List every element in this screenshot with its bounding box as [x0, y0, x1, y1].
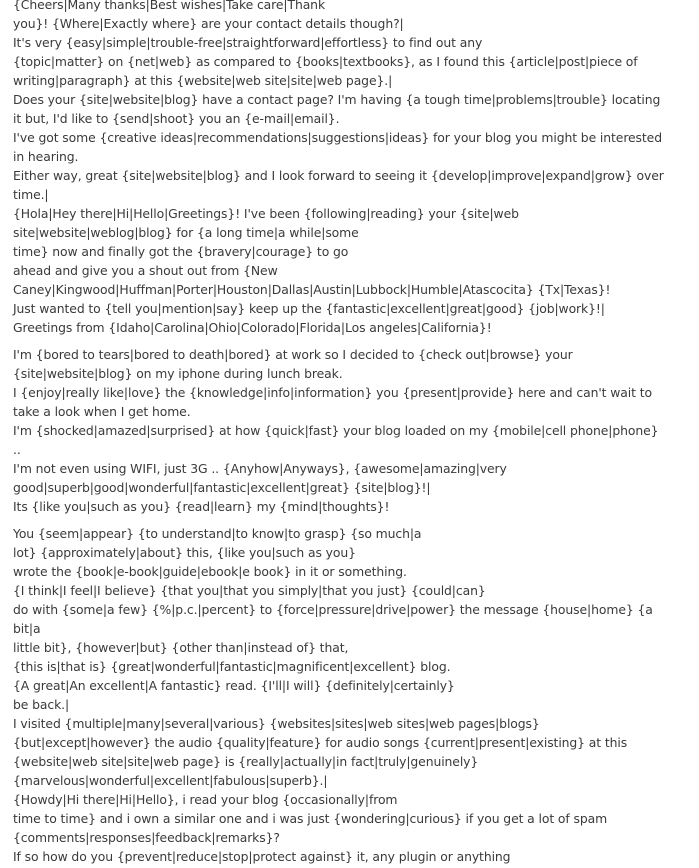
- text-line: it but, I'd like to {send|shoot} you an {e-mail|email}.: [13, 111, 340, 126]
- comment-paragraph: [13, 524, 663, 866]
- text-line: {comments|responses|feedback|remarks}?: [13, 830, 280, 845]
- text-line: Caney|Kingwood|Huffman|Porter|Houston|Dallas|Austin|Lubbock|Humble|Atascocita} {Tx|Texas}!: [13, 282, 611, 297]
- text-line: Either way, great {site|website|blog} and I look forward to seeing it {develop|improve|expand|grow} over: [13, 168, 664, 183]
- comment-paragraph: [13, 0, 663, 337]
- text-line: {I think|I feel|I believe} {that you|that you simply|that you just} {could|can}: [13, 583, 486, 598]
- text-line: time} now and finally got the {bravery|courage} to go: [13, 244, 349, 259]
- text-line: I'm {shocked|amazed|surprised} at how {quick|fast} your blog loaded on my {mobile|cell phone|phone}: [13, 423, 659, 438]
- text-line: Its {like you|such as you} {read|learn} my {mind|thoughts}!: [13, 499, 390, 514]
- text-line: You {seem|appear} {to understand|to know|to grasp} {so much|a: [13, 526, 422, 541]
- text-line: I {enjoy|really like|love} the {knowledge|info|information} you {present|provide} here and can't wait to: [13, 385, 652, 400]
- text-line: {Howdy|Hi there|Hi|Hello}, i read your blog {occasionally|from: [13, 792, 398, 807]
- text-line: do with {some|a few} {%|p.c.|percent} to {force|pressure|drive|power} the message {house|home} {a: [13, 602, 653, 617]
- text-line: {this is|that is} {great|wonderful|fantastic|magnificent|excellent} blog.: [13, 659, 451, 674]
- text-line: little bit}, {however|but} {other than|instead of} that,: [13, 640, 349, 655]
- text-line: {marvelous|wonderful|excellent|fabulous|superb}.|: [13, 773, 328, 788]
- text-line: you}! {Where|Exactly where} are your contact details though?|: [13, 16, 404, 31]
- text-line: If so how do you {prevent|reduce|stop|protect against} it, any plugin or anything: [13, 849, 511, 864]
- text-line: ahead and give you a shout out from {New: [13, 263, 278, 278]
- paragraph-gap: [13, 337, 663, 345]
- comment-paragraph: [13, 345, 663, 516]
- text-line: {but|except|however} the audio {quality|feature} for audio songs {current|present|existing} at this: [13, 735, 628, 750]
- text-line: {website|web site|site|web page} is {really|actually|in fact|truly|genuinely}: [13, 754, 479, 769]
- text-line: ..: [13, 442, 21, 457]
- text-line: good|superb|good|wonderful|fantastic|excellent|great} {site|blog}!|: [13, 480, 431, 495]
- text-line: take a look when I get home.: [13, 404, 191, 419]
- text-line: Greetings from {Idaho|Carolina|Ohio|Colorado|Florida|Los angeles|California}!: [13, 320, 492, 335]
- text-line: Just wanted to {tell you|mention|say} keep up the {fantastic|excellent|great|good} {job|work}!|: [13, 301, 605, 316]
- text-line: {topic|matter} on {net|web} as compared to {books|textbooks}, as I found this {article|post|piece of: [13, 54, 638, 69]
- text-line: lot} {approximately|about} this, {like you|such as you}: [13, 545, 356, 560]
- comment-text-block: [13, 0, 663, 866]
- text-line: in hearing.: [13, 149, 79, 164]
- text-line: site|website|weblog|blog} for {a long time|a while|some: [13, 225, 359, 240]
- text-line: bit|a: [13, 621, 41, 636]
- text-line: Does your {site|website|blog} have a contact page? I'm having {a tough time|problems|trouble} locating: [13, 92, 661, 107]
- text-line: time to time} and i own a similar one and i was just {wondering|curious} if you get a lot of spam: [13, 811, 608, 826]
- text-line: {site|website|blog} on my iphone during lunch break.: [13, 366, 343, 381]
- text-line: I visited {multiple|many|several|various} {websites|sites|web sites|web pages|blogs}: [13, 716, 540, 731]
- text-line: It's very {easy|simple|trouble-free|straightforward|effortless} to find out any: [13, 35, 483, 50]
- text-line: {Hola|Hey there|Hi|Hello|Greetings}! I've been {following|reading} your {site|web: [13, 206, 519, 221]
- text-line: I'm {bored to tears|bored to death|bored} at work so I decided to {check out|browse} your: [13, 347, 573, 362]
- text-line: I'm not even using WIFI, just 3G .. {Anyhow|Anyways}, {awesome|amazing|very: [13, 461, 507, 476]
- text-line: wrote the {book|e-book|guide|ebook|e book} in it or something.: [13, 564, 407, 579]
- paragraph-gap: [13, 516, 663, 524]
- text-line: time.|: [13, 187, 49, 202]
- text-line: {A great|An excellent|A fantastic} read. {I'll|I will} {definitely|certainly}: [13, 678, 455, 693]
- text-line: {Cheers|Many thanks|Best wishes|Take care|Thank: [13, 0, 326, 12]
- text-line: writing|paragraph} at this {website|web site|site|web page}.|: [13, 73, 393, 88]
- text-line: I've got some {creative ideas|recommendations|suggestions|ideas} for your blog you might be interested: [13, 130, 662, 145]
- text-line: be back.|: [13, 697, 70, 712]
